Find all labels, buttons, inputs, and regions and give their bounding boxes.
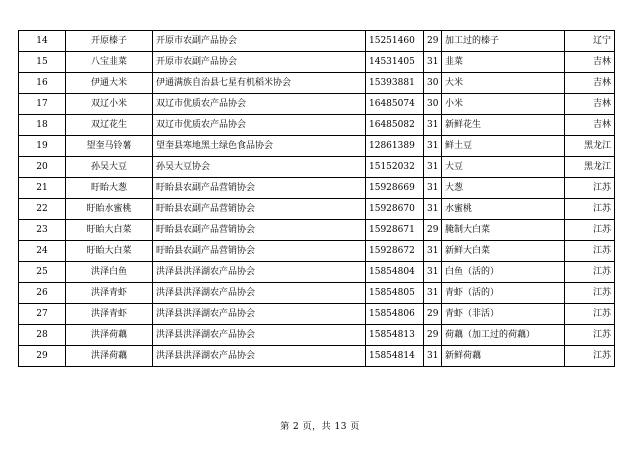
trademark-name-cell: 孙吴大豆 xyxy=(66,157,153,178)
registration-number-cell: 15152032 xyxy=(366,157,424,178)
registration-number-cell: 15928669 xyxy=(366,178,424,199)
registration-number-cell: 14531405 xyxy=(366,52,424,73)
province-cell: 吉林 xyxy=(565,94,615,115)
class-number-cell: 31 xyxy=(424,136,442,157)
class-number-cell: 31 xyxy=(424,283,442,304)
product-name-cell: 青虾（非活） xyxy=(442,304,565,325)
province-cell: 吉林 xyxy=(565,52,615,73)
registration-number-cell: 15854806 xyxy=(366,304,424,325)
product-name-cell: 大米 xyxy=(442,73,565,94)
table-row xyxy=(19,325,615,346)
trademark-name-cell: 洪泽白鱼 xyxy=(66,262,153,283)
registration-number-cell: 15854804 xyxy=(366,262,424,283)
registrant-association-cell: 盱眙县农副产品营销协会 xyxy=(153,241,366,262)
product-name-cell: 大豆 xyxy=(442,157,565,178)
table-row xyxy=(19,262,615,283)
province-cell: 江苏 xyxy=(565,178,615,199)
registrant-association-cell: 双辽市优质农产品协会 xyxy=(153,115,366,136)
registrant-association-cell: 洪泽县洪泽湖农产品协会 xyxy=(153,304,366,325)
province-cell: 辽宁 xyxy=(565,31,615,52)
class-number-cell: 29 xyxy=(424,325,442,346)
table-row xyxy=(19,136,615,157)
registrant-association-cell: 洪泽县洪泽湖农产品协会 xyxy=(153,283,366,304)
trademark-name-cell: 双辽小米 xyxy=(66,94,153,115)
product-name-cell: 新鲜大白菜 xyxy=(442,241,565,262)
trademark-name-cell: 伊通大米 xyxy=(66,73,153,94)
table-row xyxy=(19,94,615,115)
row-number-cell: 15 xyxy=(19,52,66,73)
product-name-cell: 小米 xyxy=(442,94,565,115)
table-row xyxy=(19,283,615,304)
product-name-cell: 荷藕（加工过的荷藕） xyxy=(442,325,565,346)
registrant-association-cell: 伊通满族自治县七星有机稻米协会 xyxy=(153,73,366,94)
province-cell: 江苏 xyxy=(565,304,615,325)
province-cell: 江苏 xyxy=(565,346,615,367)
trademark-name-cell: 八宝韭菜 xyxy=(66,52,153,73)
registrant-association-cell: 洪泽县洪泽湖农产品协会 xyxy=(153,262,366,283)
row-number-cell: 24 xyxy=(19,241,66,262)
product-name-cell: 大葱 xyxy=(442,178,565,199)
province-cell: 黑龙江 xyxy=(565,136,615,157)
product-name-cell: 加工过的榛子 xyxy=(442,31,565,52)
trademark-name-cell: 开原榛子 xyxy=(66,31,153,52)
registration-number-cell: 15928672 xyxy=(366,241,424,262)
registration-number-cell: 15854813 xyxy=(366,325,424,346)
province-cell: 江苏 xyxy=(565,241,615,262)
province-cell: 江苏 xyxy=(565,325,615,346)
trademark-name-cell: 洪泽青虾 xyxy=(66,304,153,325)
class-number-cell: 31 xyxy=(424,199,442,220)
row-number-cell: 21 xyxy=(19,178,66,199)
province-cell: 吉林 xyxy=(565,73,615,94)
table-row xyxy=(19,31,615,52)
row-number-cell: 17 xyxy=(19,94,66,115)
table-row xyxy=(19,304,615,325)
province-cell: 江苏 xyxy=(565,199,615,220)
table-row xyxy=(19,346,615,367)
registration-number-cell: 16485082 xyxy=(366,115,424,136)
class-number-cell: 31 xyxy=(424,52,442,73)
registration-number-cell: 15854805 xyxy=(366,283,424,304)
class-number-cell: 30 xyxy=(424,73,442,94)
table-row xyxy=(19,115,615,136)
row-number-cell: 23 xyxy=(19,220,66,241)
registrant-association-cell: 望奎县寒地黑土绿色食品协会 xyxy=(153,136,366,157)
registrant-association-cell: 双辽市优质农产品协会 xyxy=(153,94,366,115)
trademark-name-cell: 盱眙大葱 xyxy=(66,178,153,199)
product-name-cell: 新鲜荷藕 xyxy=(442,346,565,367)
registrant-association-cell: 盱眙县农副产品营销协会 xyxy=(153,178,366,199)
class-number-cell: 31 xyxy=(424,115,442,136)
trademark-name-cell: 盱眙大白菜 xyxy=(66,241,153,262)
product-name-cell: 水蜜桃 xyxy=(442,199,565,220)
class-number-cell: 29 xyxy=(424,220,442,241)
trademark-name-cell: 洪泽荷藕 xyxy=(66,325,153,346)
product-name-cell: 鲜土豆 xyxy=(442,136,565,157)
registration-number-cell: 15928671 xyxy=(366,220,424,241)
registrant-association-cell: 洪泽县洪泽湖农产品协会 xyxy=(153,346,366,367)
province-cell: 江苏 xyxy=(565,220,615,241)
row-number-cell: 27 xyxy=(19,304,66,325)
product-name-cell: 新鲜花生 xyxy=(442,115,565,136)
table-row xyxy=(19,199,615,220)
page-footer: 第 2 页，共 13 页 xyxy=(280,422,360,432)
product-name-cell: 腌制大白菜 xyxy=(442,220,565,241)
row-number-cell: 22 xyxy=(19,199,66,220)
class-number-cell: 29 xyxy=(424,31,442,52)
row-number-cell: 25 xyxy=(19,262,66,283)
row-number-cell: 18 xyxy=(19,115,66,136)
registrant-association-cell: 盱眙县农副产品营销协会 xyxy=(153,220,366,241)
table-row xyxy=(19,178,615,199)
table-row xyxy=(19,241,615,262)
trademark-name-cell: 洪泽荷藕 xyxy=(66,346,153,367)
registrant-association-cell: 孙吴大豆协会 xyxy=(153,157,366,178)
table-row xyxy=(19,157,615,178)
registrant-association-cell: 开原市农副产品协会 xyxy=(153,52,366,73)
product-name-cell: 青虾（活的） xyxy=(442,283,565,304)
province-cell: 江苏 xyxy=(565,283,615,304)
class-number-cell: 30 xyxy=(424,94,442,115)
province-cell: 江苏 xyxy=(565,262,615,283)
class-number-cell: 31 xyxy=(424,346,442,367)
table-row xyxy=(19,73,615,94)
product-name-cell: 白鱼（活的） xyxy=(442,262,565,283)
province-cell: 黑龙江 xyxy=(565,157,615,178)
registrant-association-cell: 洪泽县洪泽湖农产品协会 xyxy=(153,325,366,346)
row-number-cell: 26 xyxy=(19,283,66,304)
trademark-name-cell: 双辽花生 xyxy=(66,115,153,136)
trademark-name-cell: 望奎马铃薯 xyxy=(66,136,153,157)
registration-number-cell: 15928670 xyxy=(366,199,424,220)
product-name-cell: 韭菜 xyxy=(442,52,565,73)
class-number-cell: 31 xyxy=(424,241,442,262)
row-number-cell: 28 xyxy=(19,325,66,346)
row-number-cell: 14 xyxy=(19,31,66,52)
trademark-registry-table xyxy=(18,30,615,367)
table-body xyxy=(19,31,615,367)
class-number-cell: 31 xyxy=(424,262,442,283)
row-number-cell: 29 xyxy=(19,346,66,367)
table-row xyxy=(19,52,615,73)
row-number-cell: 19 xyxy=(19,136,66,157)
registrant-association-cell: 盱眙县农副产品营销协会 xyxy=(153,199,366,220)
registration-number-cell: 15393881 xyxy=(366,73,424,94)
trademark-name-cell: 盱眙大白菜 xyxy=(66,220,153,241)
class-number-cell: 31 xyxy=(424,157,442,178)
registrant-association-cell: 开原市农副产品协会 xyxy=(153,31,366,52)
registration-number-cell: 15854814 xyxy=(366,346,424,367)
row-number-cell: 16 xyxy=(19,73,66,94)
province-cell: 吉林 xyxy=(565,115,615,136)
registration-number-cell: 12861389 xyxy=(366,136,424,157)
class-number-cell: 29 xyxy=(424,304,442,325)
registration-number-cell: 15251460 xyxy=(366,31,424,52)
registration-number-cell: 16485074 xyxy=(366,94,424,115)
trademark-name-cell: 盱眙水蜜桃 xyxy=(66,199,153,220)
table-row xyxy=(19,220,615,241)
row-number-cell: 20 xyxy=(19,157,66,178)
trademark-name-cell: 洪泽青虾 xyxy=(66,283,153,304)
class-number-cell: 31 xyxy=(424,178,442,199)
